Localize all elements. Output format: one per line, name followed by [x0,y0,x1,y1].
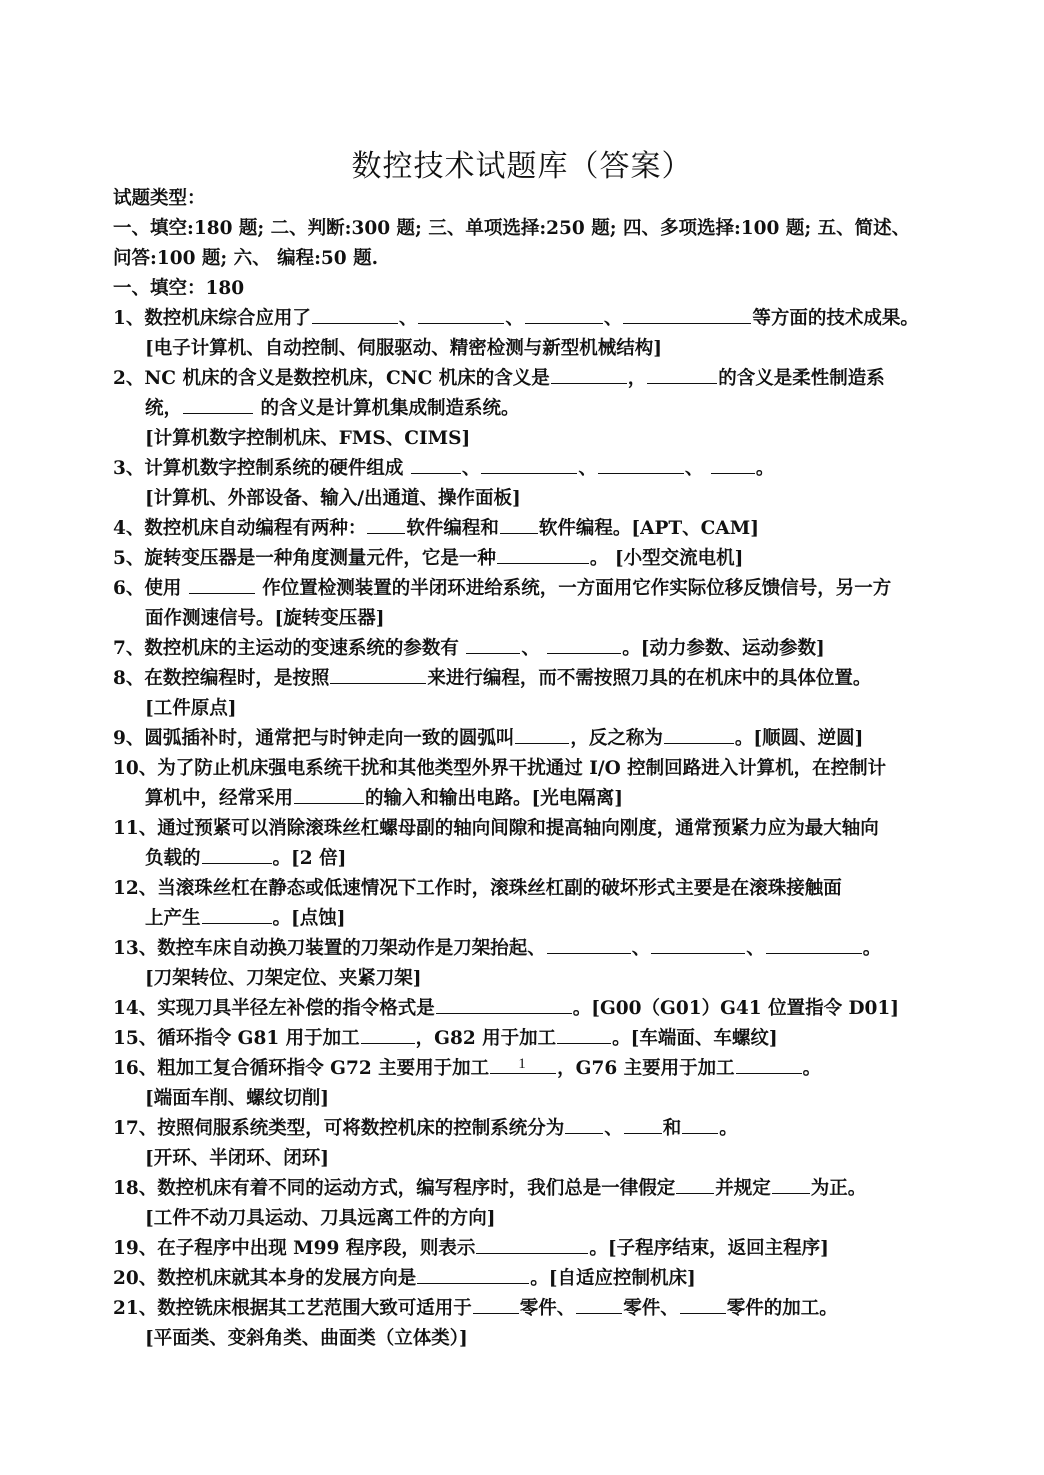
question-14: 14、实现刀具半径左补偿的指令格式是 。[G00（G01）G41 位置指令 D01] [113,995,994,1023]
answer-blank [547,935,631,954]
answer-blank [772,1175,810,1194]
answer-blank [330,665,426,684]
answer-blank [766,935,862,954]
answer-blank [481,455,577,474]
answer-blank [711,455,755,474]
answer-blank [598,455,684,474]
answer-blank [411,455,461,474]
question-13: 13、数控车床自动换刀装置的刀架动作是刀架抬起、 、 、 。 [113,935,994,963]
answer-blank [418,305,504,324]
answer-3: [计算机、外部设备、输入/出通道、操作面板] [145,488,521,509]
answer-blank [417,1265,529,1284]
question-2-cont: 统， 的含义是计算机集成制造系统。 [145,395,994,423]
types-line-1: 一、填空:180 题; 二、判断:300 题; 三、单项选择:250 题; 四、多项选择:100 题; 五、简述、 [113,218,911,239]
question-12-cont: 上产生 。[点蚀] [145,905,994,933]
answer-17: [开环、半闭环、闭环] [145,1148,330,1169]
question-8: 8、在数控编程时，是按照 来进行编程，而不需按照刀具的在机床中的具体位置。 [113,665,994,693]
answer-blank [476,1235,588,1254]
question-18: 18、数控机床有着不同的运动方式，编写程序时，我们总是一律假定 并规定 为正。 [113,1175,994,1203]
answer-blank [682,1115,718,1134]
answer-blank [557,1025,611,1044]
answer-blank [664,725,734,744]
types-line-2: 问答:100 题; 六、 编程:50 题. [113,248,379,269]
answer-blank [624,1115,662,1134]
answer-blank [183,395,253,414]
answer-blank [623,305,751,324]
answer-blank [436,995,572,1014]
question-20: 20、数控机床就其本身的发展方向是 。[自适应控制机床] [113,1265,994,1293]
answer-blank [515,725,569,744]
question-10: 10、为了防止机床强电系统干扰和其他类型外界干扰通过 I/O 控制回路进入计算机，在控制计 [113,758,887,779]
question-17: 17、按照伺服系统类型，可将数控机床的控制系统分为 、 和 。 [113,1115,994,1143]
answer-16: [端面车削、螺纹切削] [145,1088,330,1109]
answer-blank [294,785,364,804]
answer-21: [平面类、变斜角类、曲面类（立体类）] [145,1328,468,1349]
answer-blank [202,905,272,924]
question-12: 12、当滚珠丝杠在静态或低速情况下工作时，滚珠丝杠副的破坏形式主要是在滚珠接触面 [113,878,842,899]
answer-blank [367,515,405,534]
question-2: 2、NC 机床的含义是数控机床，CNC 机床的含义是 ， 的含义是柔性制造系 [113,365,994,393]
answer-blank [361,1025,415,1044]
question-3: 3、计算机数字控制系统的硬件组成 、 、 、 。 [113,455,994,483]
answer-blank [473,1295,519,1314]
answer-blank [202,845,272,864]
answer-blank [647,365,717,384]
answer-blank [312,305,398,324]
question-21: 21、数控铣床根据其工艺范围大致可适用于 零件、 零件、 零件的加工。 [113,1295,994,1323]
answer-blank [466,635,520,654]
question-6-cont: 面作测速信号。[旋转变压器] [145,608,385,629]
answer-blank [680,1295,726,1314]
answer-8: [工件原点] [145,698,237,719]
answer-blank [651,935,745,954]
answer-18: [工件不动刀具运动、刀具远离工件的方向] [145,1208,496,1229]
page-title: 数控技术试题库（答案） [351,149,693,184]
question-6: 6、使用 作位置检测装置的半闭环进给系统，一方面用它作实际位移反馈信号，另一方 [113,575,994,603]
question-9: 9、圆弧插补时，通常把与时钟走向一致的圆弧叫 ，反之称为 。[顺圆、逆圆] [113,725,994,753]
page-number: 1 [518,1056,526,1072]
question-15: 15、循环指令 G81 用于加工 ，G82 用于加工 。[车端面、车螺纹] [113,1025,994,1053]
question-7: 7、数控机床的主运动的变速系统的参数有 、 。[动力参数、运动参数] [113,635,994,663]
answer-13: [刀架转位、刀架定位、夹紧刀架] [145,968,422,989]
answer-blank [525,305,603,324]
answer-blank [565,1115,603,1134]
answer-blank [189,575,255,594]
question-4: 4、数控机床自动编程有两种： 软件编程和 软件编程。[APT、CAM] [113,515,994,543]
types-label: 试题类型： [113,188,206,209]
answer-blank [551,365,627,384]
answer-1: [电子计算机、自动控制、伺服驱动、精密检测与新型机械结构] [145,338,663,359]
question-19: 19、在子程序中出现 M99 程序段，则表示 。[子程序结束，返回主程序] [113,1235,994,1263]
question-5: 5、旋转变压器是一种角度测量元件，它是一种 。 [小型交流电机] [113,545,994,573]
answer-2: [计算机数字控制机床、FMS、CIMS] [145,428,471,449]
answer-blank [500,515,538,534]
answer-blank [676,1175,714,1194]
answer-blank [576,1295,622,1314]
question-11: 11、通过预紧可以消除滚珠丝杠螺母副的轴向间隙和提高轴向刚度，通常预紧力应为最大轴向 [113,818,879,839]
question-11-cont: 负载的 。[2 倍] [145,845,994,873]
answer-blank [547,635,621,654]
question-10-cont: 算机中，经常采用 的输入和输出电路。[光电隔离] [145,785,994,813]
answer-blank [497,545,589,564]
question-1: 1、数控机床综合应用了 、 、 、 等方面的技术成果。 [113,305,994,333]
section-heading: 一、填空：180 [113,278,245,299]
question-16: 16、粗加工复合循环指令 G72 主要用于加工 ，G76 主要用于加工 。 [113,1055,994,1083]
